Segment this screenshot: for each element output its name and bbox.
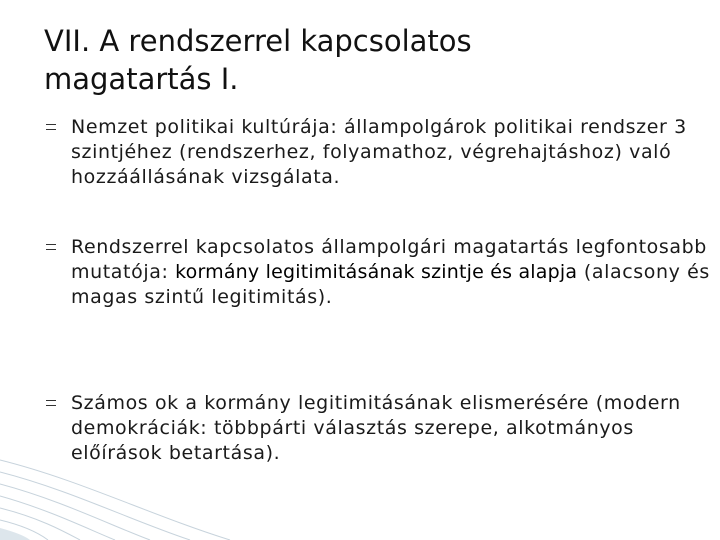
- bullet-marker-icon: [46, 124, 56, 130]
- bullet-text-2-before: Rendszerrel kapcsolatos állampolgári magatartás legfontosabb mutatója:: [71, 236, 707, 283]
- bullet-marker-icon: [46, 244, 56, 250]
- bullet-text-2: [71, 235, 711, 310]
- slide-title-line2: magatartás I.: [44, 62, 239, 96]
- bullet-text-2-emphasis: kormány legitimitásának szintje és alapja: [175, 261, 578, 283]
- slide-title-line1: VII. A rendszerrel kapcsolatos: [44, 24, 472, 58]
- bullet-text-1: Nemzet politikai kultúrája: állampolgárok politikai rendszer 3 szintjéhez (rendszerhez, folyamathoz, végrehajtáshoz) való hozzáállásának vizsgálata.: [71, 116, 687, 188]
- bullet-marker-icon: [46, 400, 56, 406]
- bullet-text-3: Számos ok a kormány legitimitásának elismerésére (modern demokráciák: többpárti választás szerepe, alkotmányos előírások betartása).: [71, 392, 681, 464]
- bullet-text-2-after: (alacsony és magas szintű legitimitás).: [71, 261, 710, 308]
